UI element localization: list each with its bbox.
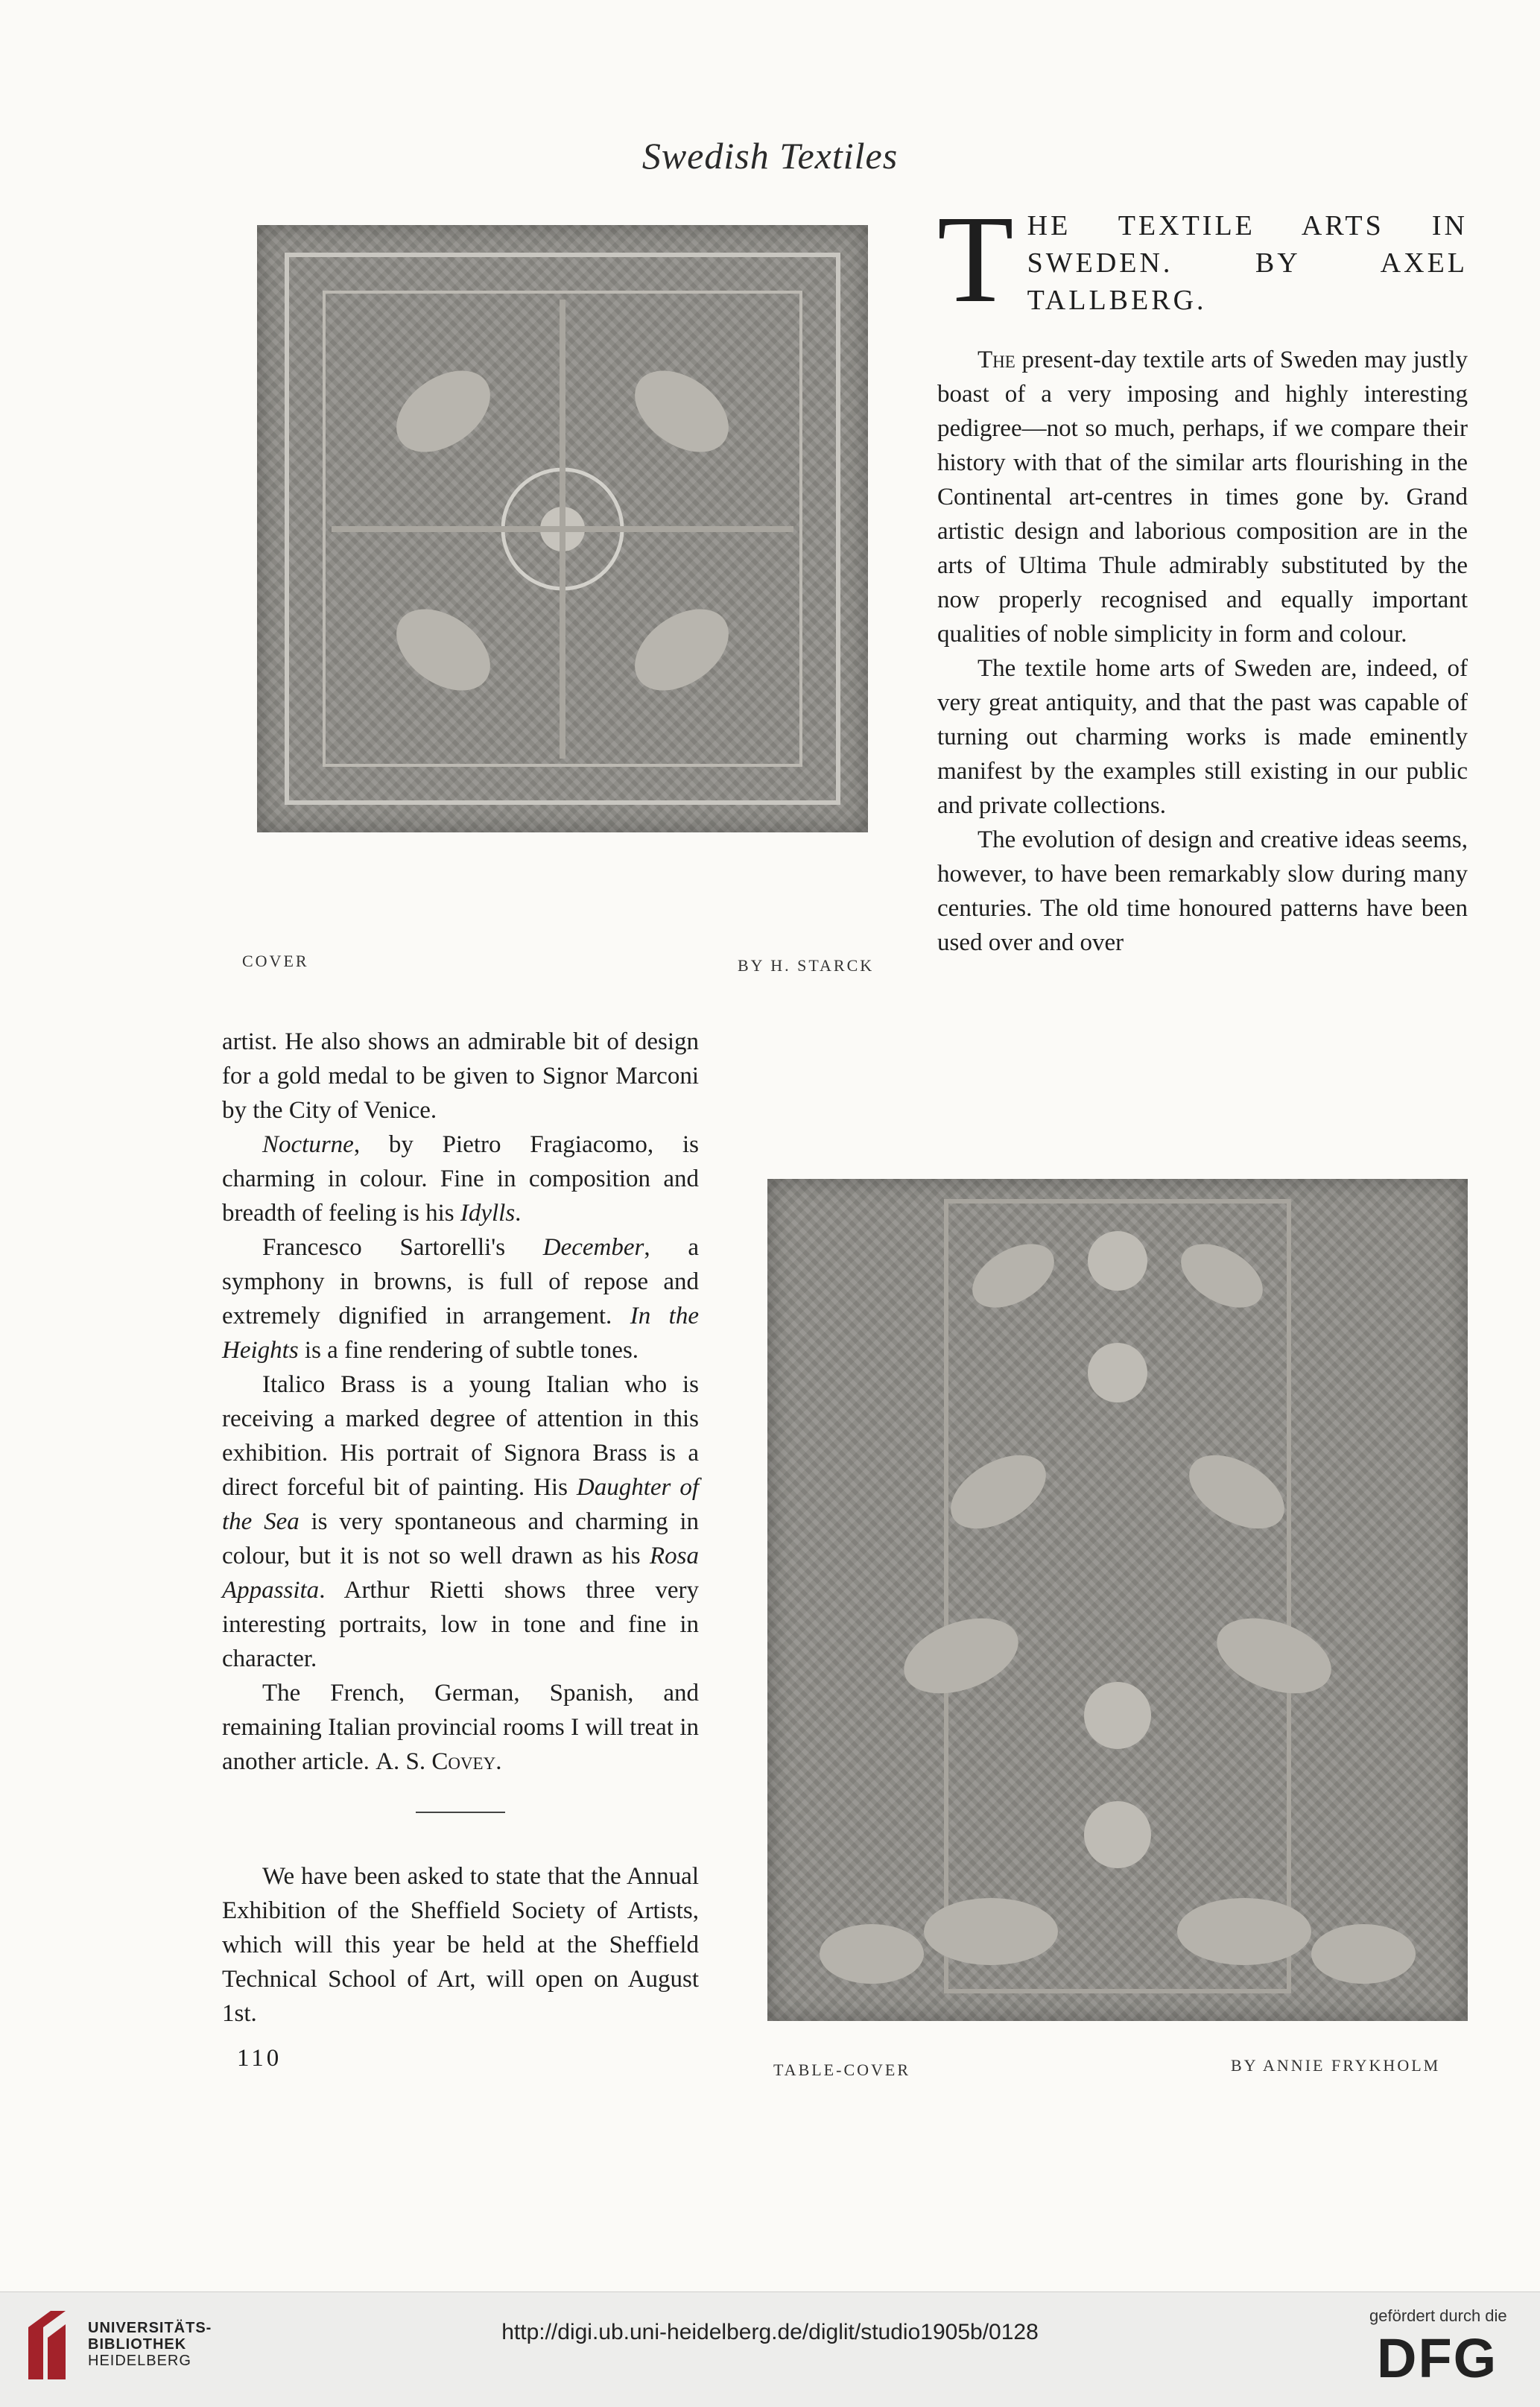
cover-pattern [257, 225, 868, 832]
title-italic: In the Heights [222, 1303, 699, 1364]
figure-caption-right: BY H. STARCK [738, 956, 875, 975]
article-heading: HE TEXTILE ARTS IN SWEDEN. BY AXEL TALLBERG. [1027, 210, 1468, 316]
paragraph-text: is a fine rendering of subtle tones. [298, 1337, 639, 1364]
table-cover-pattern [767, 1179, 1468, 2021]
library-logo-icon [21, 2305, 72, 2387]
article-column [937, 190, 1468, 960]
lead-word: The [977, 347, 1015, 373]
title-italic: Daughter of the Sea [222, 1474, 699, 1535]
paragraph-text: , by Pietro Fragiacomo, is charming in colour. Fine in composition and breadth of feeling is his [222, 1131, 699, 1227]
title-italic: Nocturne [262, 1131, 354, 1158]
article-paragraph: The evolution of design and creative ideas seems, however, to have been remarkably slow during many centuries. The old time honoured patterns have been used over and over [937, 826, 1468, 956]
signature: A. S. Covey. [376, 1748, 502, 1775]
source-url-link[interactable]: http://digi.ub.uni-heidelberg.de/diglit/studio1905b/0128 [501, 2320, 1039, 2344]
figure-caption-right: BY ANNIE FRYKHOLM [1231, 2056, 1441, 2075]
paragraph-text: is very spontaneous and charming in colour, but it is not so well drawn as his [222, 1508, 700, 1569]
divider [416, 1812, 505, 1813]
title-italic: Idylls [460, 1200, 516, 1227]
paragraph-text: present-day textile arts of Sweden may justly boast of a very imposing and highly interesting pedigree—not so much, perhaps, if we compare their history with that of the similar arts flourishing in the Continental art-centres in times gone by. Grand artistic design and laborious composition are in the arts of Ultima Thule admirably substituted by the now properly recognised and equally important qualities of noble simplicity in form and colour. [937, 347, 1468, 648]
dfg-logo: DFG [1377, 2327, 1498, 2389]
article-paragraph: The textile home arts of Sweden are, indeed, of very great antiquity, and that the past was capable of turning out charming works is made eminently manifest by the examples still existing in our public and private collections. [937, 655, 1468, 819]
paragraph: artist. He also shows an admirable bit of design for a gold medal to be given to Signor Marconi by the City of Venice. [222, 1028, 699, 1124]
paragraph [222, 1127, 699, 1230]
table-cover-image [767, 1179, 1468, 2021]
paragraph-text: . Arthur Rietti shows three very interesting portraits, low in tone and fine in character. [222, 1577, 699, 1672]
paragraph-text: Francesco Sartorelli's [262, 1234, 543, 1261]
paragraph-text: , a symphony in browns, is full of repose and extremely dignified in arrangement. [222, 1234, 699, 1329]
cover-image [257, 225, 868, 832]
library-line: UNIVERSITÄTS- [88, 2320, 212, 2336]
article-paragraph [937, 343, 1468, 651]
title-italic: December [542, 1234, 644, 1261]
page-number: 110 [237, 2045, 282, 2072]
footer-bar [0, 2291, 1540, 2407]
drop-cap: T [937, 190, 1014, 329]
title-italic: Rosa Appassita [222, 1543, 699, 1604]
paragraph-text: The French, German, Spanish, and remaining Italian provincial rooms I will treat in another article. [222, 1680, 699, 1775]
paragraph-text: Italico Brass is a young Italian who is receiving a marked degree of attention in this exhibition. His portrait of Signora Brass is a direct forceful bit of painting. His [222, 1371, 699, 1501]
paragraph: We have been asked to state that the Annual Exhibition of the Sheffield Society of Artists, which will this year be held at the Sheffield Technical School of Art, will open on August 1st. [222, 1863, 699, 2027]
library-line: HEIDELBERG [88, 2353, 191, 2369]
figure-caption-left: TABLE-COVER [773, 2060, 911, 2079]
left-column-text [222, 1025, 699, 2075]
paragraph-text: . [515, 1200, 522, 1227]
library-line: BIBLIOTHEK [88, 2336, 187, 2353]
funded-by-label: gefördert durch die [1369, 2306, 1507, 2325]
paragraph [222, 1676, 699, 1779]
running-title: Swedish Textiles [641, 135, 899, 177]
library-logo [21, 2305, 72, 2387]
paragraph [222, 1367, 699, 1676]
paragraph [222, 1230, 699, 1367]
figure-caption-left: COVER [242, 952, 309, 970]
